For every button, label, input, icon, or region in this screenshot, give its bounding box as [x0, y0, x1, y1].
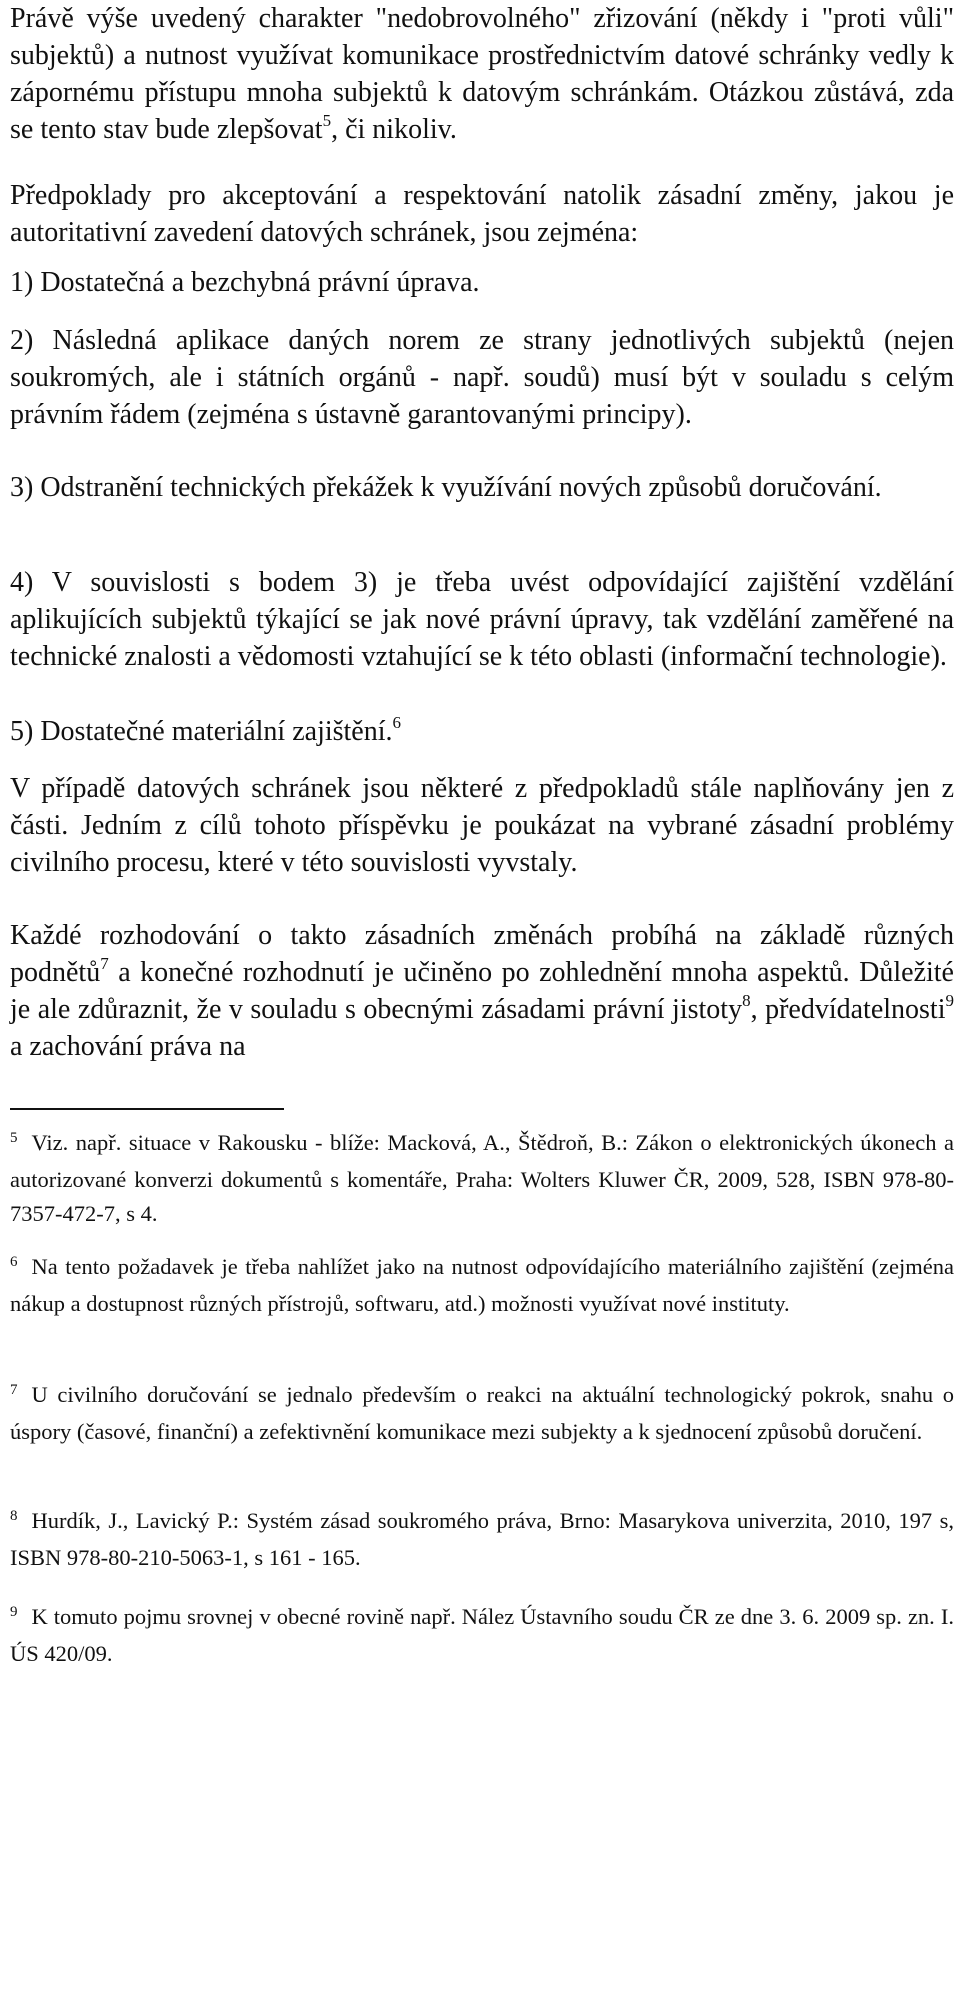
footnote-separator — [10, 1108, 284, 1110]
paragraph-3 — [10, 770, 954, 881]
footnote-number: 9 — [10, 1604, 18, 1620]
paragraph-2 — [10, 177, 954, 251]
point-2-text: 2) Následná aplikace daných norem ze strany jednotlivých subjektů (nejen soukromých, ale i státních orgánů - např. soudů) musí být v souladu s celým právním řádem (zejména s ústavně garantovanými principy). — [10, 325, 954, 430]
footnote-6 — [10, 1250, 954, 1321]
paragraph-2-text: Předpoklady pro akceptování a respektování natolik zásadní změny, jakou je autoritativní zavedení datových schránek, jsou zejména: — [10, 180, 954, 248]
footnote-number: 7 — [10, 1382, 18, 1398]
paragraph-3-text: V případě datových schránek jsou některé z předpokladů stále naplňovány jen z části. Jedním z cílů tohoto příspěvku je poukázat na vybrané zásadní problémy civilního procesu, které v této souvislosti vyvstaly. — [10, 773, 954, 878]
footnote-number: 6 — [10, 1254, 18, 1270]
footnote-ref-7[interactable]: 7 — [100, 953, 109, 973]
paragraph-1-tail: , či nikoliv. — [331, 114, 457, 145]
footnote-7 — [10, 1378, 954, 1449]
footnote-ref-5[interactable]: 5 — [322, 110, 332, 130]
footnote-text: Na tento požadavek je třeba nahlížet jako na nutnost odpovídajícího materiálního zajištění (zejména nákup a dostupnost různých přístrojů, softwaru, atd.) možnosti využívat nové instituty. — [10, 1254, 954, 1316]
paragraph-4-part-3: , předvídatelnosti — [750, 994, 946, 1025]
footnote-number: 8 — [10, 1508, 18, 1524]
paragraph-point-1 — [10, 264, 954, 301]
footnote-text: U civilního doručování se jednalo především o reakci na aktuální technologický pokrok, snahu o úspory (časové, finanční) a zefektivnění komunikace mezi subjekty a k sjednocení způsobů doručení. — [10, 1382, 954, 1444]
footnote-ref-9[interactable]: 9 — [945, 990, 954, 1010]
footnote-8 — [10, 1504, 954, 1575]
point-3-text: 3) Odstranění technických překážek k využívání nových způsobů doručování. — [10, 472, 882, 503]
footnote-ref-8[interactable]: 8 — [742, 990, 751, 1010]
paragraph-point-2 — [10, 322, 954, 433]
paragraph-4 — [10, 917, 954, 1065]
paragraph-point-3 — [10, 469, 954, 506]
footnote-number: 5 — [10, 1130, 18, 1146]
point-5-text: 5) Dostatečné materiální zajištění. — [10, 716, 393, 747]
paragraph-4-part-4: a zachování práva na — [10, 1031, 246, 1062]
footnote-text: Hurdík, J., Lavický P.: Systém zásad soukromého práva, Brno: Masarykova univerzita, 2010, 197 s, ISBN 978-80-210-5063-1, s 161 - 165. — [10, 1508, 954, 1570]
paragraph-4-part-2: a konečné rozhodnutí je učiněno po zohlednění mnoha aspektů. Důležité je ale zdůraznit, že v souladu s obecnými zásadami právní jistoty — [10, 957, 954, 1025]
footnote-5 — [10, 1126, 954, 1231]
point-4-text: 4) V souvislosti s bodem 3) je třeba uvést odpovídající zajištění vzdělání aplikujících subjektů týkající se jak nové právní úpravy, tak vzdělání zaměřené na technické znalosti a vědomosti vztahující se k této oblasti (informační technologie). — [10, 567, 954, 672]
footnote-ref-6[interactable]: 6 — [392, 712, 402, 732]
footnote-text: Viz. např. situace v Rakousku - blíže: Macková, A., Štědroň, B.: Zákon o elektronických úkonech a autorizované konverzi dokumentů s komentáře, Praha: Wolters Kluwer ČR, 2009, 528, ISBN 978-80-7357-472-7, s 4. — [10, 1130, 954, 1226]
paragraph-1 — [10, 0, 954, 148]
footnote-9 — [10, 1600, 954, 1671]
paragraph-point-5 — [10, 713, 954, 750]
paragraph-1-text: Právě výše uvedený charakter "nedobrovolného" zřizování (někdy i "proti vůli" subjektů) a nutnost využívat komunikace prostřednictvím datové schránky vedly k zápornému přístupu mnoha subjektů k datovým schránkám. Otázkou zůstává, zda se tento stav bude zlepšovat — [10, 3, 954, 145]
footnote-text: K tomuto pojmu srovnej v obecné rovině např. Nález Ústavního soudu ČR ze dne 3. 6. 2009 sp. zn. I. ÚS 420/09. — [10, 1604, 954, 1666]
paragraph-point-4 — [10, 564, 954, 675]
paragraph-4-text: Každé rozhodování o takto zásadních změnách probíhá na základě různých podnětů — [10, 920, 954, 988]
point-1-text: 1) Dostatečná a bezchybná právní úprava. — [10, 267, 480, 298]
